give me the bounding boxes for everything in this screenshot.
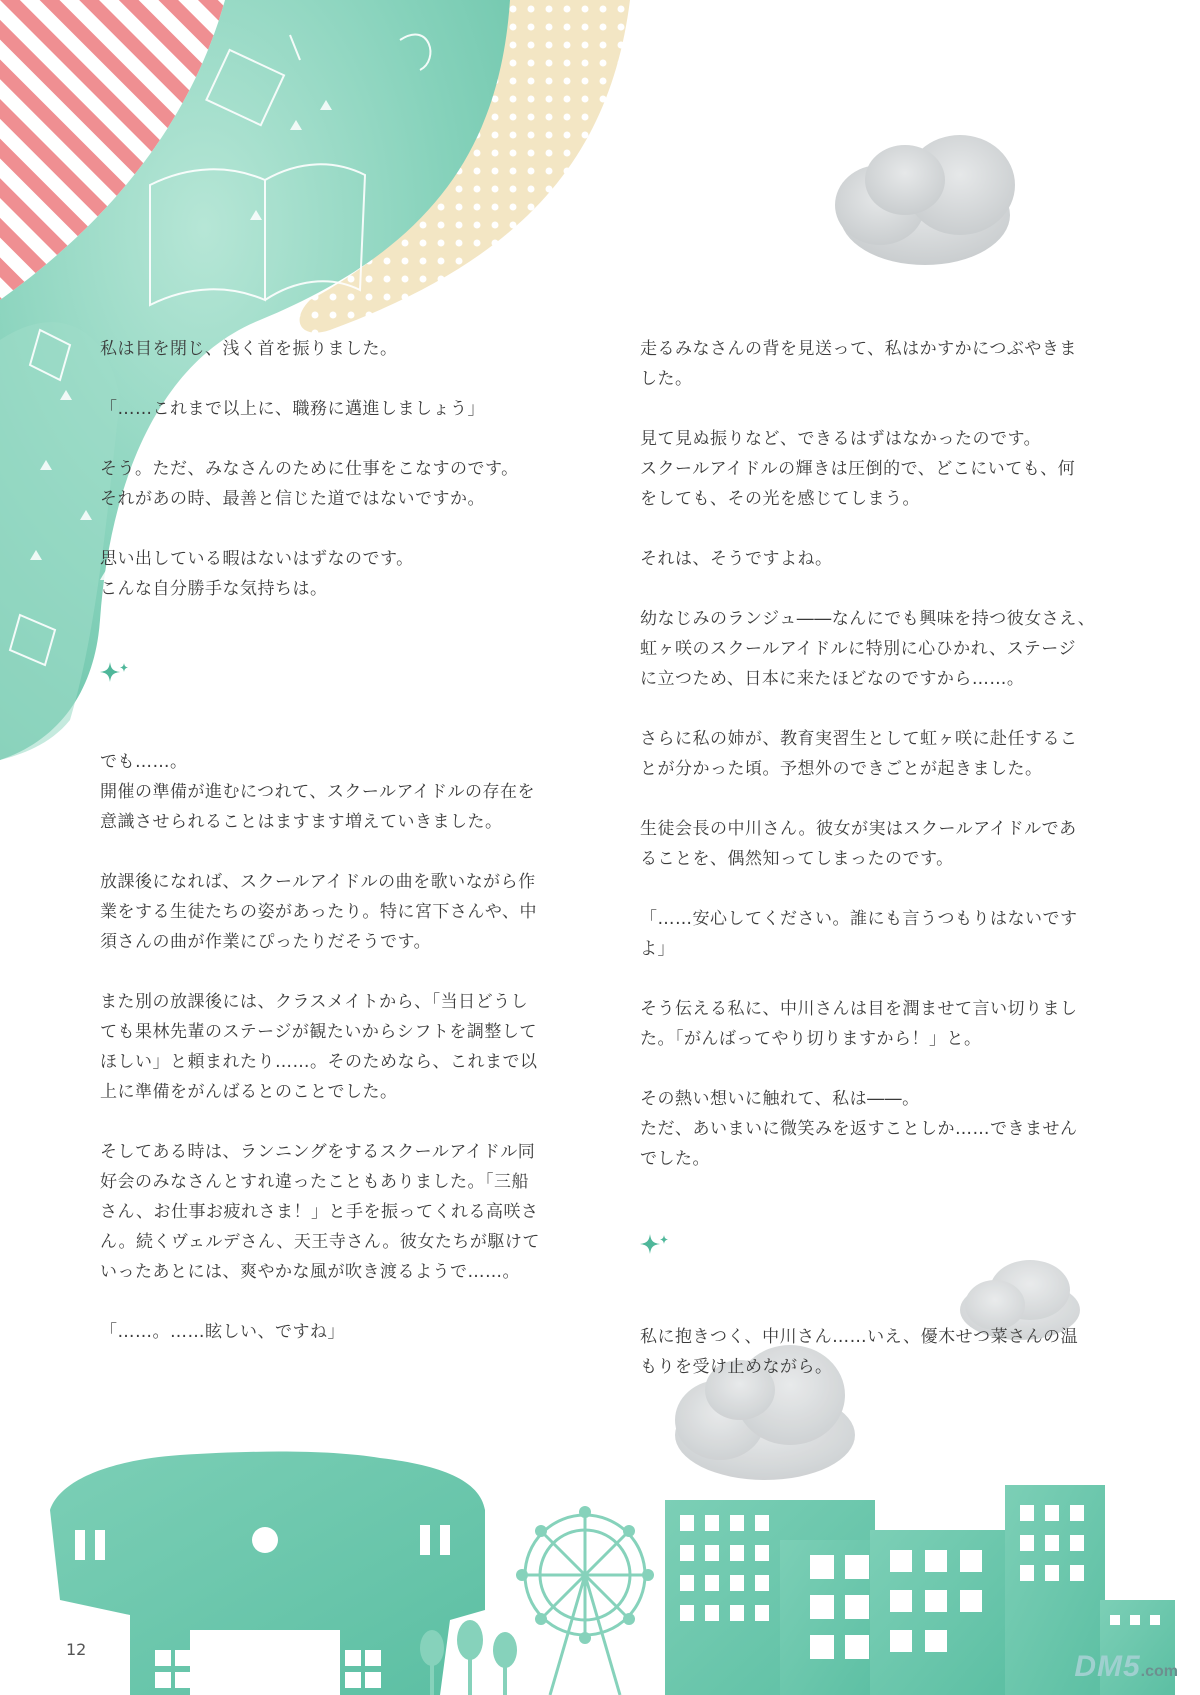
watermark-logo	[1074, 1650, 1178, 1684]
text-line: 生徒会長の中川さん。彼女が実はスクールアイドルであ	[640, 819, 1077, 839]
ferris-wheel-icon	[525, 1515, 645, 1695]
text-line: 放課後になれば、スクールアイドルの曲を歌いながら作	[100, 872, 536, 892]
paragraph	[640, 334, 1150, 394]
paragraph	[100, 747, 595, 837]
paragraph	[100, 1137, 595, 1287]
right-column-top	[640, 334, 1150, 1174]
text-line: 業をする生徒たちの姿があったり。特に宮下さんや、中	[100, 902, 537, 922]
text-line: ても果林先輩のステージが観たいからシフトを調整して	[100, 1022, 537, 1042]
paragraph	[100, 544, 595, 604]
paragraph	[640, 1084, 1150, 1174]
text-line: もりを受け止めながら。	[640, 1357, 833, 1377]
paragraph	[640, 424, 1150, 514]
text-line: に立つため、日本に来たほどなのですから……。	[640, 669, 1025, 689]
text-line: でも……。	[100, 752, 188, 772]
text-line: ほしい」と頼まれたり……。そのためなら、これまで以	[100, 1052, 538, 1072]
text-line: 走るみなさんの背を見送って、私はかすかにつぶやきま	[640, 339, 1077, 359]
paragraph	[100, 987, 595, 1107]
paragraph	[640, 1322, 1150, 1382]
paragraph	[100, 867, 595, 957]
text-line: ただ、あいまいに微笑みを返すことしか……できません	[640, 1119, 1078, 1139]
text-line: 須さんの曲が作業にぴったりだそうです。	[100, 932, 432, 952]
paragraph	[640, 994, 1150, 1054]
text-line: ることを、偶然知ってしまったのです。	[640, 849, 954, 869]
text-line: さん、お仕事お疲れさま！」と手を振ってくれる高咲さ	[100, 1202, 539, 1222]
text-line: 「……。……眩しい、ですね」	[100, 1322, 345, 1342]
text-line: とが分かった頃。予想外のできごとが起きました。	[640, 759, 1043, 779]
text-line: 「……これまで以上に、職務に邁進しましょう」	[100, 399, 485, 419]
paragraph	[100, 394, 595, 424]
text-line: 意識させられることはますます増えていきました。	[100, 812, 503, 832]
paragraph	[640, 604, 1150, 694]
text-line: でした。	[640, 1149, 710, 1169]
right-column-bottom	[640, 1322, 1150, 1382]
paragraph	[640, 724, 1150, 784]
text-line: 虹ヶ咲のスクールアイドルに特別に心ひかれ、ステージ	[640, 639, 1076, 659]
text-line: いったあとには、爽やかな風が吹き渡るようで……。	[100, 1262, 520, 1282]
text-line: そう伝える私に、中川さんは目を潤ませて言い切りまし	[640, 999, 1078, 1019]
text-line: 私は目を閉じ、浅く首を振りました。	[100, 339, 398, 359]
text-line: をしても、その光を感じてしまう。	[640, 489, 920, 509]
text-line: よ」	[640, 939, 675, 959]
right-column	[640, 334, 1150, 1174]
paragraph	[100, 454, 595, 514]
left-column-top	[100, 334, 595, 604]
paragraph	[100, 1317, 595, 1347]
text-line: 私に抱きつく、中川さん……いえ、優木せつ菜さんの温	[640, 1327, 1079, 1347]
text-line: そしてある時は、ランニングをするスクールアイドル同	[100, 1142, 536, 1162]
page-number: 12	[66, 1640, 87, 1659]
text-line: 開催の準備が進むにつれて、スクールアイドルの存在を	[100, 782, 535, 802]
left-column-bottom	[100, 747, 595, 1347]
paragraph	[640, 814, 1150, 874]
text-line: その熱い想いに触れて、私は――。	[640, 1089, 920, 1109]
text-line: そう。ただ、みなさんのために仕事をこなすのです。	[100, 459, 519, 479]
paragraph	[640, 904, 1150, 964]
text-line: 「……安心してください。誰にも言うつもりはないです	[640, 909, 1078, 929]
right-column-continued	[640, 1322, 1150, 1382]
sparkle-icon	[100, 660, 134, 686]
text-line: こんな自分勝手な気持ちは。	[100, 579, 328, 599]
text-line: それは、そうですよね。	[640, 549, 833, 569]
text-line: さらに私の姉が、教育実習生として虹ヶ咲に赴任するこ	[640, 729, 1078, 749]
text-line: また別の放課後には、クラスメイトから、「当日どうし	[100, 992, 529, 1012]
text-line: 幼なじみのランジュ――なんにでも興味を持つ彼女さえ、	[640, 609, 1096, 629]
paragraph	[640, 544, 1150, 574]
text-line: それがあの時、最善と信じた道ではないですか。	[100, 489, 485, 509]
left-column	[100, 334, 595, 604]
watermark-suffix: .com	[1140, 1663, 1178, 1680]
left-column-continued	[100, 747, 595, 1347]
watermark-main: DM5	[1074, 1650, 1141, 1683]
text-line: た。「がんばってやり切りますから！」と。	[640, 1029, 982, 1049]
text-line: 思い出している暇はないはずなのです。	[100, 549, 414, 569]
text-line: 上に準備をがんばるとのことでした。	[100, 1082, 398, 1102]
cloud-icon	[835, 135, 1015, 265]
text-line: 好会のみなさんとすれ違ったこともありました。「三船	[100, 1172, 529, 1192]
text-line: 見て見ぬ振りなど、できるはずはなかったのです。	[640, 429, 1042, 449]
text-line: ん。続くヴェルデさん、天王寺さん。彼女たちが駆けて	[100, 1232, 540, 1252]
text-line: スクールアイドルの輝きは圧倒的で、どこにいても、何	[640, 459, 1076, 479]
paragraph	[100, 334, 595, 364]
skyline-left-building	[50, 1452, 485, 1695]
sparkle-icon	[640, 1232, 674, 1258]
text-line: した。	[640, 369, 693, 389]
